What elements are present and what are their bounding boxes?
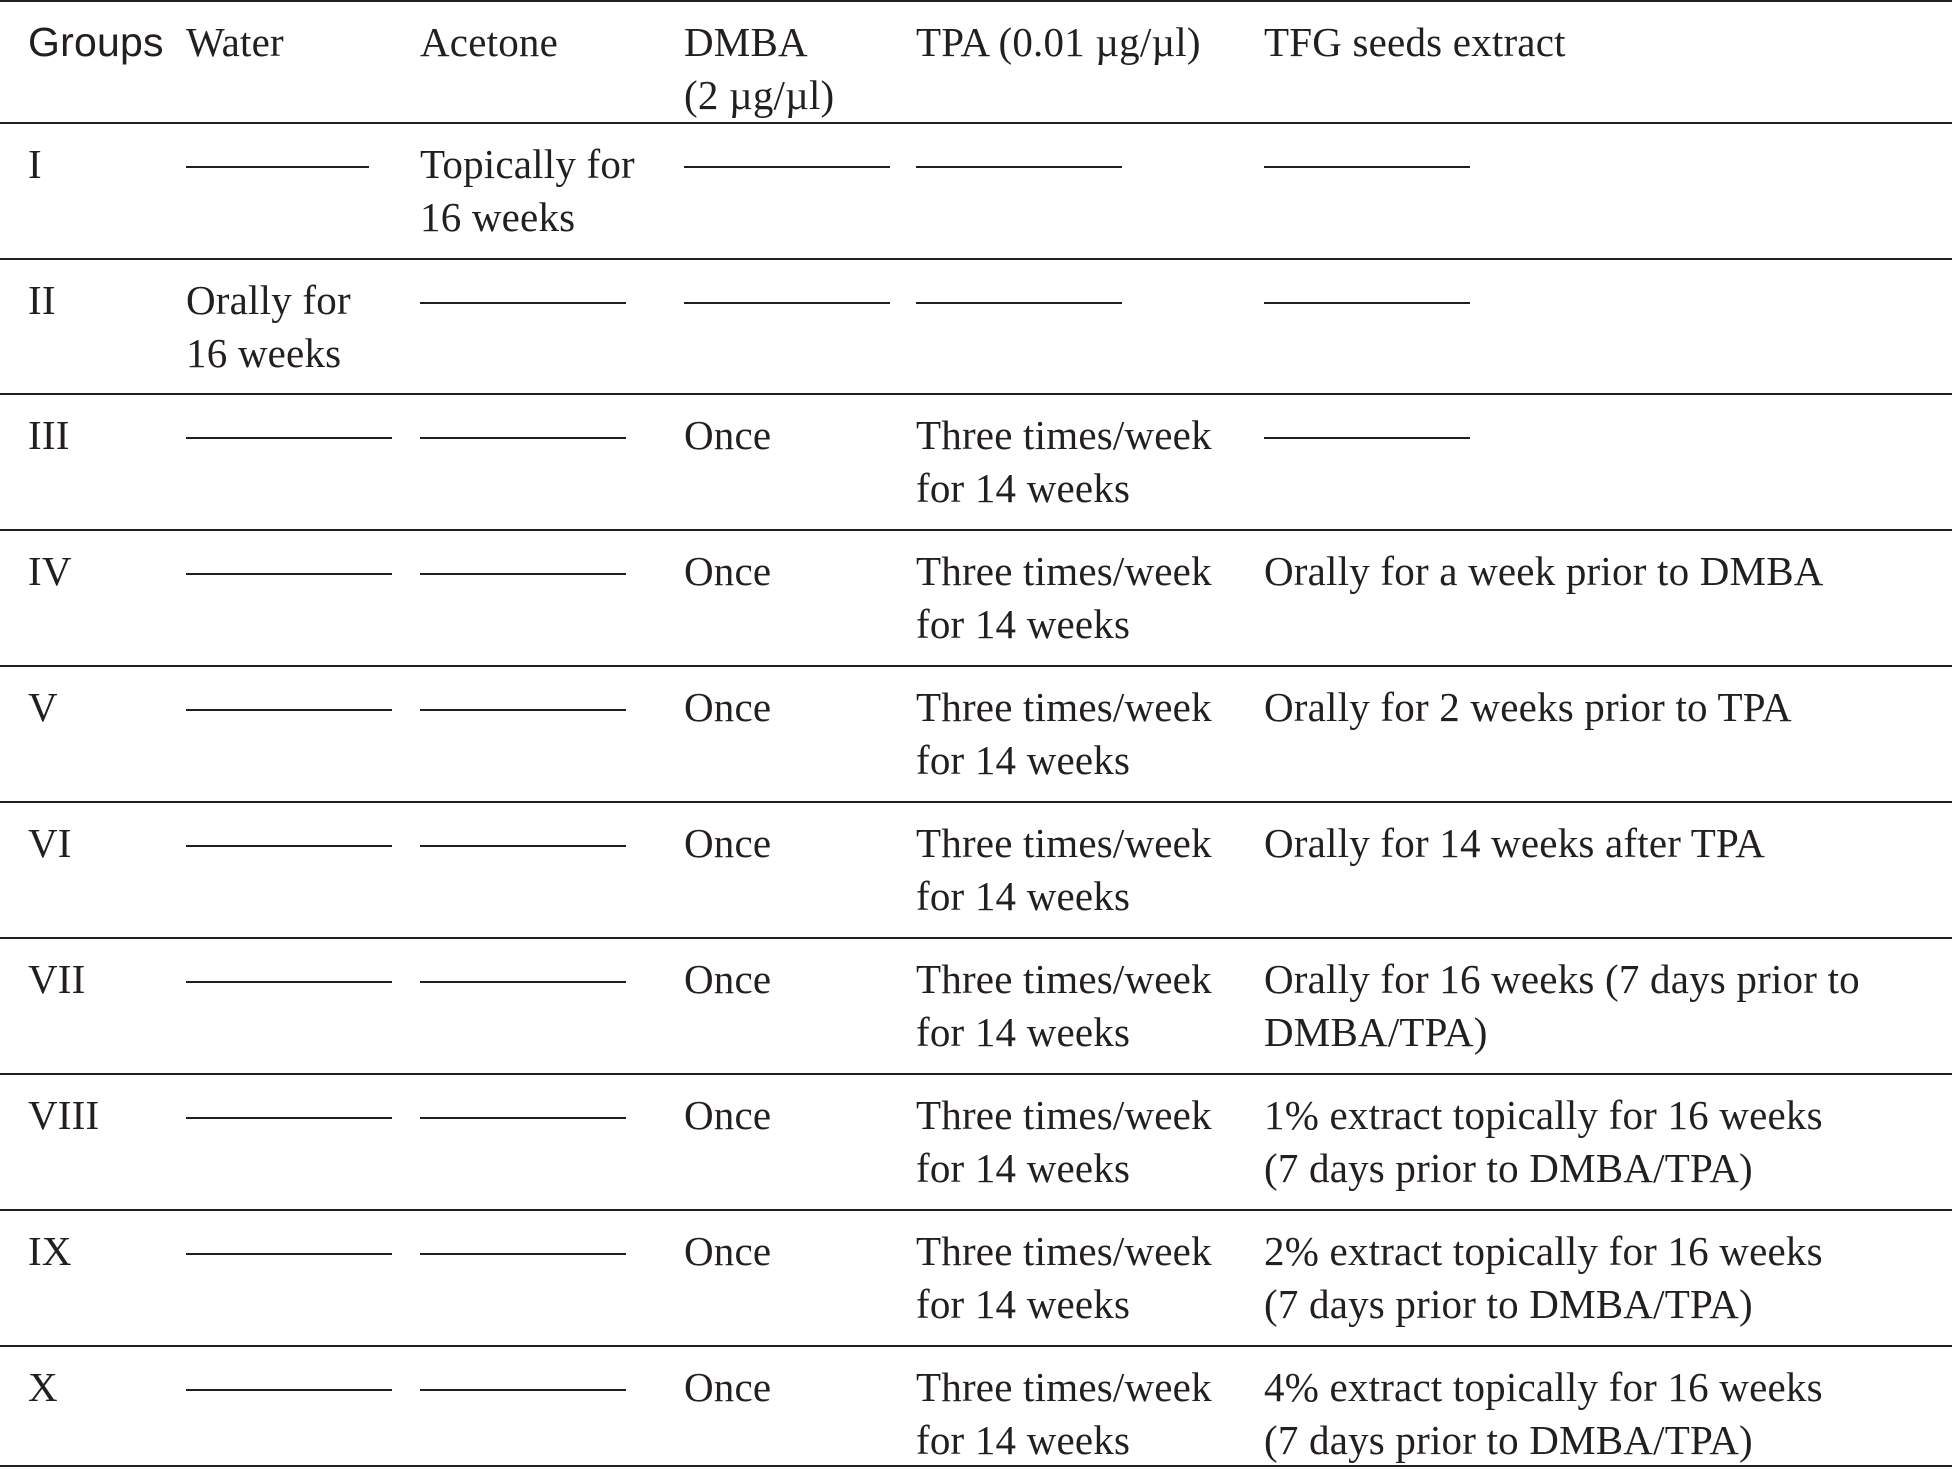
cell-dmba-empty (684, 302, 890, 304)
cell-dmba: Once (684, 1228, 772, 1274)
cell-dmba: Once (684, 1092, 772, 1138)
cell-tfg: Orally for 16 weeks (7 days prior to DMBA/TPA) (1264, 956, 1860, 1055)
cell-group: II (28, 277, 56, 323)
cell-tpa-empty (916, 302, 1122, 304)
cell-tfg: Orally for 2 weeks prior to TPA (1264, 684, 1792, 730)
table-row (0, 667, 1952, 803)
cell-water-empty (186, 1253, 392, 1255)
cell-tpa: Three times/week for 14 weeks (916, 820, 1212, 919)
cell-group: VI (28, 820, 72, 866)
cell-tpa: Three times/week for 14 weeks (916, 956, 1212, 1055)
cell-dmba: Once (684, 1364, 772, 1410)
cell-water-empty (186, 709, 392, 711)
cell-acetone-empty (420, 981, 626, 983)
cell-tfg-empty (1264, 437, 1470, 439)
header-water: Water (186, 19, 284, 65)
cell-tfg: 2% extract topically for 16 weeks (7 days prior to DMBA/TPA) (1264, 1228, 1823, 1327)
cell-acetone: Topically for 16 weeks (420, 141, 635, 240)
header-tfg: TFG seeds extract (1264, 19, 1566, 65)
cell-acetone-empty (420, 302, 626, 304)
cell-water-empty (186, 1389, 392, 1391)
cell-group: IV (28, 548, 72, 594)
cell-dmba: Once (684, 956, 772, 1002)
cell-acetone-empty (420, 709, 626, 711)
cell-tpa: Three times/week for 14 weeks (916, 548, 1212, 647)
header-dmba: DMBA (2 µg/µl) (684, 19, 835, 118)
cell-tpa: Three times/week for 14 weeks (916, 412, 1212, 511)
cell-dmba-empty (684, 166, 890, 168)
table-row (0, 1347, 1952, 1469)
table-row (0, 1075, 1952, 1211)
cell-water-empty (186, 573, 392, 575)
header-groups: Groups (28, 19, 164, 65)
cell-dmba: Once (684, 412, 772, 458)
cell-group: V (28, 684, 58, 730)
cell-acetone-empty (420, 1389, 626, 1391)
cell-tfg: 4% extract topically for 16 weeks (7 days prior to DMBA/TPA) (1264, 1364, 1823, 1463)
bottom-rule (0, 1465, 1952, 1467)
cell-tfg: Orally for a week prior to DMBA (1264, 548, 1824, 594)
cell-group: VIII (28, 1092, 100, 1138)
cell-dmba: Once (684, 684, 772, 730)
header-acetone: Acetone (420, 19, 558, 65)
cell-tfg: Orally for 14 weeks after TPA (1264, 820, 1766, 866)
cell-water-empty (186, 845, 392, 847)
table-row (0, 531, 1952, 667)
table-row (0, 395, 1952, 531)
cell-group: VII (28, 956, 86, 1002)
cell-water-empty (186, 166, 369, 168)
cell-group: X (28, 1364, 58, 1410)
cell-group: I (28, 141, 42, 187)
cell-water-empty (186, 437, 392, 439)
cell-tpa-empty (916, 166, 1122, 168)
cell-group: IX (28, 1228, 72, 1274)
table-row (0, 939, 1952, 1075)
cell-tfg-empty (1264, 166, 1470, 168)
cell-water-empty (186, 981, 392, 983)
cell-acetone-empty (420, 1117, 626, 1119)
top-rule (0, 0, 1952, 2)
cell-dmba: Once (684, 548, 772, 594)
cell-group: III (28, 412, 70, 458)
table-row (0, 124, 1952, 260)
table-header (0, 0, 1952, 124)
cell-acetone-empty (420, 437, 626, 439)
cell-acetone-empty (420, 1253, 626, 1255)
table-row (0, 260, 1952, 395)
cell-water-empty (186, 1117, 392, 1119)
cell-acetone-empty (420, 573, 626, 575)
cell-acetone-empty (420, 845, 626, 847)
cell-water: Orally for 16 weeks (186, 277, 351, 376)
cell-tpa: Three times/week for 14 weeks (916, 1228, 1212, 1327)
cell-tpa: Three times/week for 14 weeks (916, 684, 1212, 783)
header-tpa: TPA (0.01 µg/µl) (916, 19, 1201, 65)
cell-dmba: Once (684, 820, 772, 866)
cell-tfg: 1% extract topically for 16 weeks (7 days prior to DMBA/TPA) (1264, 1092, 1823, 1191)
cell-tpa: Three times/week for 14 weeks (916, 1092, 1212, 1191)
cell-tpa: Three times/week for 14 weeks (916, 1364, 1212, 1463)
cell-tfg-empty (1264, 302, 1470, 304)
table-row (0, 803, 1952, 939)
table-row (0, 1211, 1952, 1347)
